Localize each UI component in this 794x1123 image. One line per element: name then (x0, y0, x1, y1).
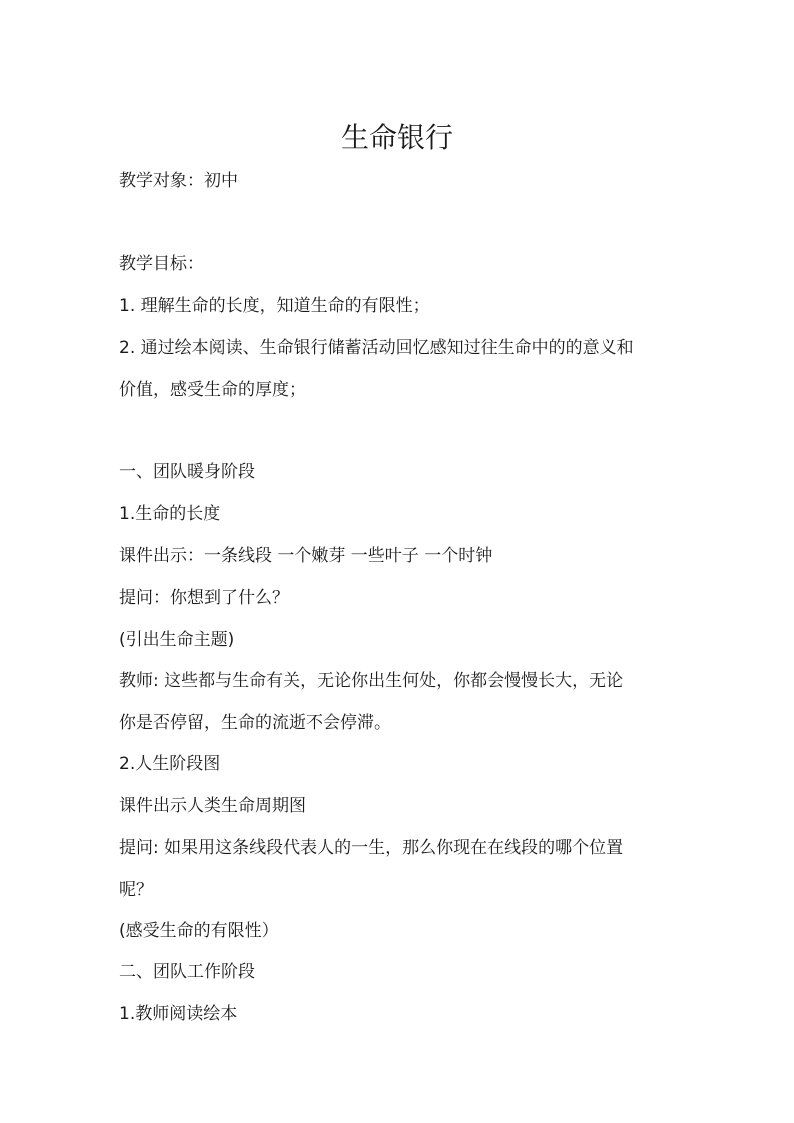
goal-1-line: 1. 理解生命的长度，知道生命的有限性； (119, 296, 430, 316)
courseware-line-1: 课件出示：一条线段 一个嫩芽 一些叶子 一个时钟 (119, 546, 493, 566)
teaching-goals-heading: 教学目标： (119, 254, 204, 274)
question-line-2: 提问: 如果用这条线段代表人的一生，那么你现在在线段的哪个位置 (119, 838, 624, 858)
teacher-line-continuation: 你是否停留，生命的流逝不会停滞。 (119, 713, 391, 733)
courseware-line-2: 课件出示人类生命周期图 (119, 796, 306, 816)
subsection-1-2-heading: 2.人生阶段图 (119, 754, 221, 774)
subsection-1-1-heading: 1.生命的长度 (119, 504, 221, 524)
question-line-1: 提问：你想到了什么？ (119, 588, 289, 608)
section-2-heading: 二、团队工作阶段 (119, 962, 255, 982)
teaching-target-line: 教学对象：初中 (119, 171, 238, 191)
document-title: 生命银行 (340, 121, 453, 154)
note-line-1: (引出生命主题) (119, 630, 235, 650)
note-line-2: (感受生命的有限性） (119, 921, 279, 941)
teacher-line: 教师: 这些都与生命有关，无论你出生何处，你都会慢慢长大，无论 (119, 671, 624, 691)
section-1-heading: 一、团队暖身阶段 (119, 462, 255, 482)
question-line-2-continuation: 呢？ (119, 880, 153, 900)
goal-2-line: 2. 通过绘本阅读、生命银行储蓄活动回忆感知过往生命中的的意义和 (119, 338, 634, 358)
subsection-2-1-heading: 1.教师阅读绘本 (119, 1004, 238, 1024)
goal-2-continuation: 价值，感受生命的厚度； (119, 380, 306, 400)
